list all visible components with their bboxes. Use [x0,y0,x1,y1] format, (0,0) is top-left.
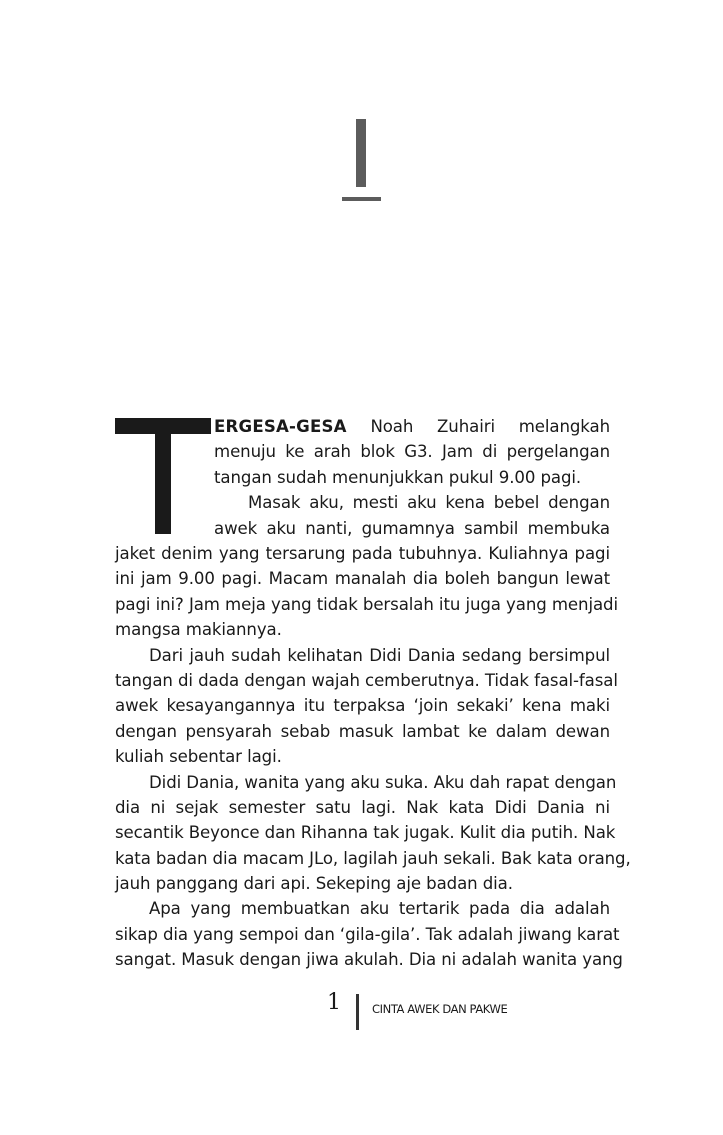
text-line: ini jam 9.00 pagi. Macam manalah dia boleh bangun lewat [115,569,610,589]
text-line: jauh panggang dari api. Sekeping aje badan dia. [115,874,513,894]
text-line: sikap dia yang sempoi dan ‘gila-gila’. Tak adalah jiwang karat [115,924,620,944]
text-line-rest: Noah Zuhairi melangkah [346,417,610,436]
running-footer-title: CINTA AWEK DAN PAKWE [372,1002,508,1016]
text-line: Apa yang membuatkan aku tertarik pada dia adalah [149,899,610,919]
text-line: awek kesayangannya itu terpaksa ‘join sekaki’ kena maki [115,696,610,716]
text-line: Masak aku, mesti aku kena bebel dengan [248,493,610,513]
text-line: menuju ke arah blok G3. Jam di pergelangan [214,442,610,462]
chapter-number-glyph [356,119,366,187]
text-line: kuliah sebentar lagi. [115,747,282,767]
footer-divider [356,994,359,1030]
page-number: 1 [327,990,341,1015]
drop-cap-stem [155,418,171,534]
chapter-underline [342,197,381,201]
opening-paragraph [214,414,610,541]
text-line: sangat. Masuk dengan jiwa akulah. Dia ni adalah wanita yang [115,950,623,970]
text-line: dengan pensyarah sebab masuk lambat ke dalam dewan [115,721,610,741]
text-line: mangsa makiannya. [115,620,282,640]
text-line: tangan di dada dengan wajah cemberutnya. Tidak fasal-fasal [115,670,618,690]
text-line: awek aku nanti, gumamnya sambil membuka [214,518,610,538]
body-text [115,541,631,973]
text-line: Dari jauh sudah kelihatan Didi Dania sedang bersimpul [149,645,610,665]
drop-cap [115,418,211,534]
text-line: tangan sudah menunjukkan pukul 9.00 pagi. [214,467,582,487]
text-line: pagi ini? Jam meja yang tidak bersalah itu juga yang menjadi [115,594,618,614]
text-line: kata badan dia macam JLo, lagilah jauh sekali. Bak kata orang, [115,848,631,868]
text-line: dia ni sejak semester satu lagi. Nak kata Didi Dania ni [115,797,610,817]
text-line: Didi Dania, wanita yang aku suka. Aku dah rapat dengan [149,772,617,792]
text-line: jaket denim yang tersarung pada tubuhnya. Kuliahnya pagi [115,544,610,563]
lead-in-caps: ERGESA-GESA [214,417,347,436]
text-line [214,414,610,439]
text-line: secantik Beyonce dan Rihanna tak jugak. Kulit dia putih. Nak [115,823,616,843]
